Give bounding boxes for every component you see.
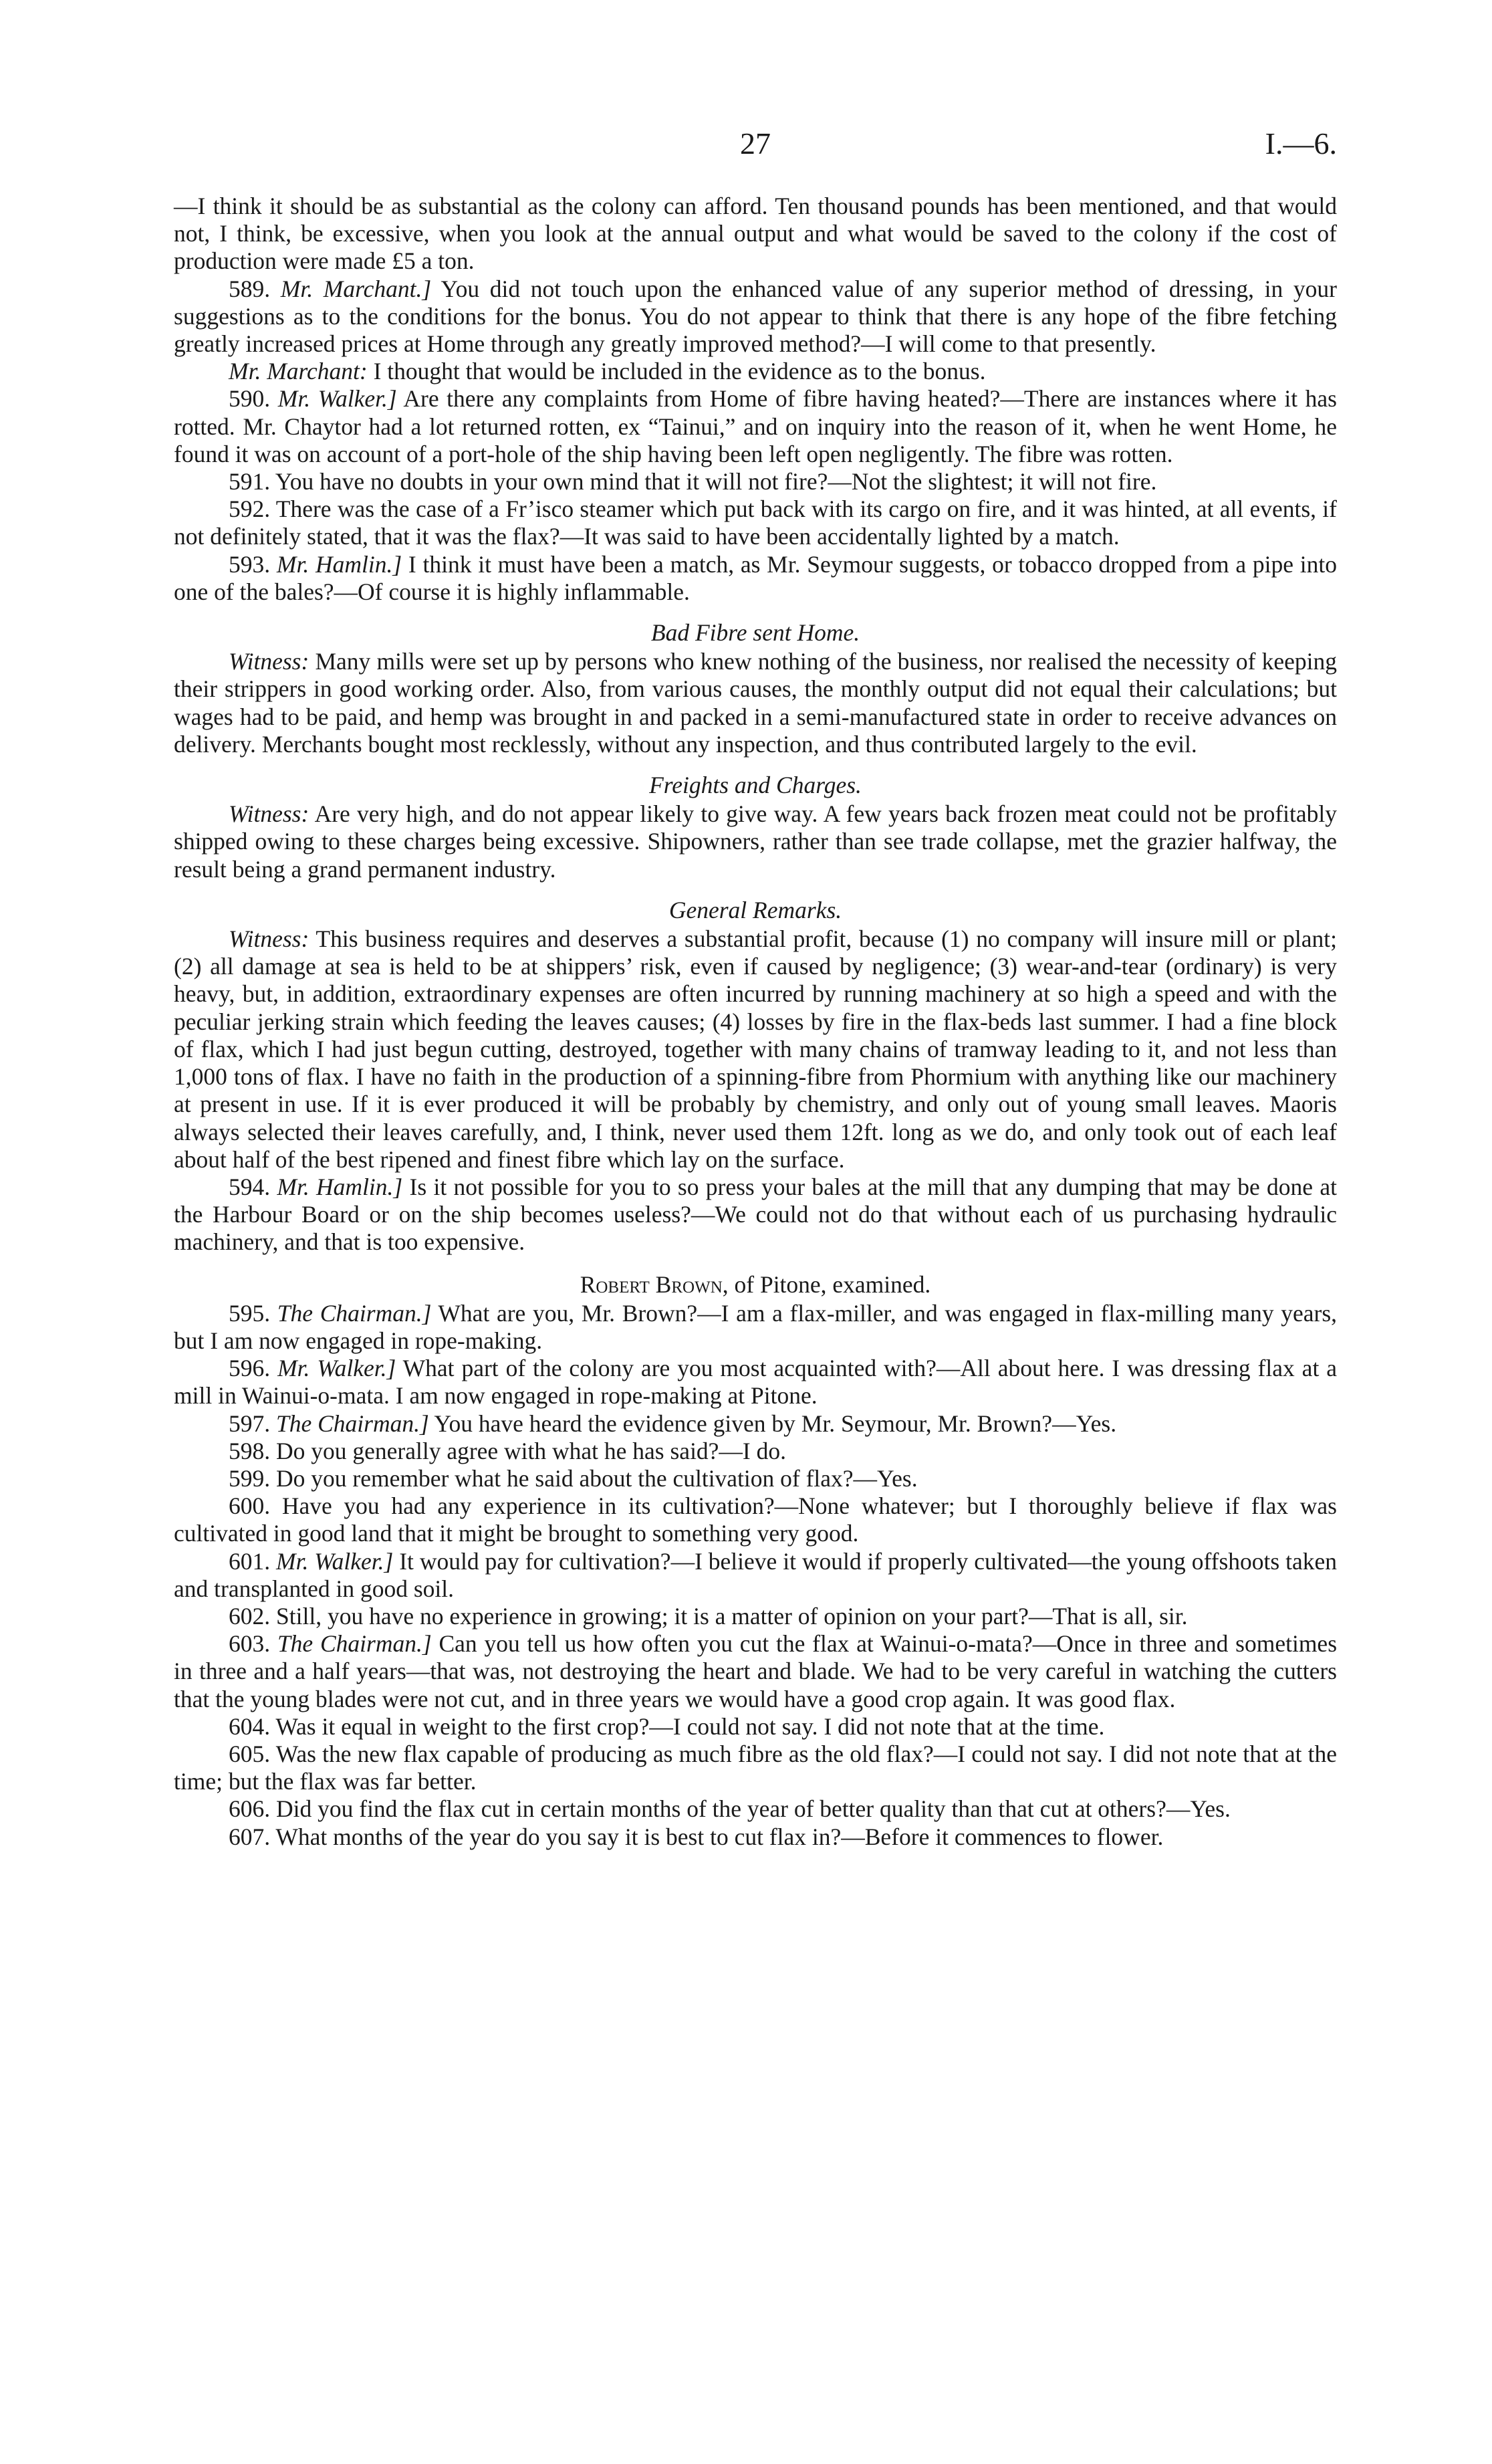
section-heading-freights: Freights and Charges. [649,772,862,799]
paragraph-continuation [174,193,1337,275]
speaker: Mr. Marchant: [229,358,368,385]
page-reference: I.—6. [1265,126,1337,160]
question-600 [174,1492,1337,1547]
page-header [174,126,1337,166]
question-text: Have you had any experience in its cultivation?—None whatever; but I thoroughly believe if flax was cultivated in good land that it might be brought to something very good. [174,1492,1337,1547]
question-596 [174,1355,1337,1410]
speaker: The Chairman.] [277,1299,432,1327]
question-text: Are there any complaints from Home of fibre having heated?—There are instances where it has rotted. Mr. Chaytor had a lot returned rotten, ex “Tainui,” and on inquiry into the reason of it, when he went Home, he found it was on account of a port-hole of the ship having been left open negligently. The fibre was rotten. [174,385,1337,467]
question-number: 593. [229,550,277,578]
section-paragraph-general-remarks [174,925,1337,1173]
question-text: What are you, Mr. Brown?—I am a flax-miller, and was engaged in flax-milling many years, but I am now engaged in rope-making. [174,1299,1338,1354]
speaker: Mr. Marchant.] [280,275,432,302]
question-number: 590. [229,385,278,413]
question-601 [174,1548,1337,1603]
question-number: 597. [229,1410,276,1437]
question-number: 594. [229,1173,277,1200]
question-number: 596. [229,1355,278,1382]
question-text: What part of the colony are you most acquainted with?—All about here. I was dressing flax at a mill in Wainui-o-mata. I am now engaged in rope-making at Pitone. [174,1355,1337,1410]
question-text: You did not touch upon the enhanced value of any superior method of dressing, in your suggestions as to the conditions for the bonus. You do not appear to think that there is any hope of the fibre fetching greatly increased prices at Home through any greatly improved method?—I will come to that presently. [174,275,1337,358]
question-number: 598. [229,1437,276,1464]
question-599 [174,1465,1337,1492]
question-597 [174,1410,1337,1438]
question-text: Still, you have no experience in growing; it is a matter of opinion on your part?—That is all, sir. [276,1602,1188,1630]
speaker: The Chairman.] [277,1630,432,1658]
question-598 [174,1438,1337,1465]
question-604 [174,1713,1337,1741]
witness-heading-rest: , of Pitone, examined. [722,1270,931,1298]
page-number: 27 [740,126,771,160]
question-text: What months of the year do you say it is best to cut flax in?—Before it commences to flower. [275,1823,1164,1850]
speaker: Witness: [229,648,309,675]
speaker: Mr. Walker.] [277,1355,396,1382]
question-number: 603. [229,1630,277,1658]
question-number: 607. [229,1823,276,1850]
question-589 [174,275,1337,358]
question-593 [174,551,1337,606]
witness-name: Robert Brown [580,1270,723,1298]
question-590 [174,385,1337,468]
question-number: 589. [229,275,281,302]
section-heading-general-remarks: General Remarks. [668,896,842,923]
question-592 [174,495,1337,550]
speaker: The Chairman.] [276,1410,429,1437]
question-number: 606. [229,1795,276,1823]
question-number: 600. [229,1492,282,1520]
speaker: Witness: [229,800,309,828]
question-number: 591. [229,468,275,495]
question-595 [174,1300,1337,1355]
question-text: Did you find the flax cut in certain months of the year of better quality than that cut at others?—Yes. [276,1795,1231,1823]
section-heading-bad-fibre: Bad Fibre sent Home. [650,619,860,647]
question-591 [174,468,1337,495]
question-number: 595. [229,1299,277,1327]
question-number: 605. [229,1740,276,1767]
question-text: Do you remember what he said about the cultivation of flax?—Yes. [276,1464,918,1492]
speaker: Mr. Walker.] [276,1547,394,1575]
page-body [174,193,1337,1851]
paragraph-text: Are very high, and do not appear likely to give way. A few years back frozen meat could not be profitably shipped owing to these charges being excessive. Shipowners, rather than see trade collapse, met the grazier halfway, the result being a grand permanent industry. [174,800,1337,883]
question-606 [174,1795,1337,1823]
question-number: 601. [229,1547,277,1575]
question-text: You have heard the evidence given by Mr. Seymour, Mr. Brown?—Yes. [428,1410,1117,1437]
speaker: Witness: [229,925,309,953]
speaker: Mr. Hamlin.] [277,1173,403,1200]
question-text: I think it must have been a match, as Mr. Seymour suggests, or tobacco dropped from a pipe into one of the bales?—Of course it is highly inflammable. [174,550,1337,605]
question-text: It would pay for cultivation?—I believe it would if properly cultivated—the young offshoots taken and transplanted in good soil. [174,1547,1338,1602]
question-603 [174,1630,1337,1713]
question-602 [174,1603,1337,1630]
question-text: Do you generally agree with what he has said?—I do. [276,1437,787,1464]
question-number: 604. [229,1712,276,1740]
paragraph-text: Many mills were set up by persons who knew nothing of the business, nor realised the necessity of keeping their strippers in good working order. Also, from various causes, the monthly output did not equal their calculations; but wages had to be paid, and hemp was brought in and packed in a semi-manufactured state in order to receive advances on delivery. Merchants bought most recklessly, without any inspection, and thus contributed largely to the evil. [174,648,1337,758]
question-text: There was the case of a Fr’isco steamer which put back with its cargo on fire, and it was hinted, at all events, if not definitely stated, that it was the flax?—It was said to have been accidentally lighted by a match. [174,495,1337,550]
question-number: 592. [229,495,276,523]
section-paragraph-freights [174,800,1337,883]
question-605 [174,1741,1337,1795]
question-text: Can you tell us how often you cut the flax at Wainui-o-mata?—Once in three and sometimes in three and a half years—that was, not destroying the heart and blade. We had to be very careful in watching the cutters that the young blades were not cut, and in three years we would have a good crop again. It was good flax. [174,1630,1338,1712]
question-607 [174,1823,1337,1851]
witness-heading [174,1271,1337,1299]
question-text: Was the new flax capable of producing as much fibre as the old flax?—I could not say. I did not note that at the time; but the flax was far better. [174,1740,1338,1795]
question-text: You have no doubts in your own mind that it will not fire?—Not the slightest; it will not fire. [275,468,1157,495]
question-text: I thought that would be included in the evidence as to the bonus. [367,358,986,385]
speaker: Mr. Walker.] [277,385,397,413]
question-number: 599. [229,1464,276,1492]
remark-marchant [174,358,1337,385]
question-text: Is it not possible for you to so press your bales at the mill that any dumping that may be done at the Harbour Board or on the ship becomes useless?—We could not do that without each of us purchasing hydraulic machinery, and that is too expensive. [174,1173,1337,1256]
section-paragraph-bad-fibre [174,648,1337,758]
question-594 [174,1173,1337,1256]
question-number: 602. [229,1602,276,1630]
question-text: Was it equal in weight to the first crop?—I could not say. I did not note that at the time. [275,1712,1105,1740]
paragraph-text: This business requires and deserves a substantial profit, because (1) no company will insure mill or plant; (2) all damage at sea is held to be at shippers’ risk, even if caused by negligence; (3) wear-and-tear (ordinary) is very heavy, but, in addition, extraordinary expenses are often incurred by running machinery at so high a speed and with the peculiar jerking strain which feeding the leaves causes; (4) losses by fire in the flax-beds last summer. I had a fine block of flax, which I had just begun cutting, destroyed, together with many chains of tramway leading to it, and not less than 1,000 tons of flax. I have no faith in the production of a spinning-fibre from Phormium with anything like our machinery at present in use. If it is ever produced it will be probably by chemistry, and only out of young small leaves. Maoris always selected their leaves carefully, and, I think, never used them 12ft. long as we do, and only took out of each leaf about half of the best ripened and finest fibre which lay on the surface. [174,925,1337,1173]
speaker: Mr. Hamlin.] [276,550,402,578]
paragraph-text: —I think it should be as substantial as the colony can afford. Ten thousand pounds has been mentioned, and that would not, I think, be excessive, when you look at the annual output and what would be saved to the colony if the cost of production were made £5 a ton. [174,193,1337,275]
